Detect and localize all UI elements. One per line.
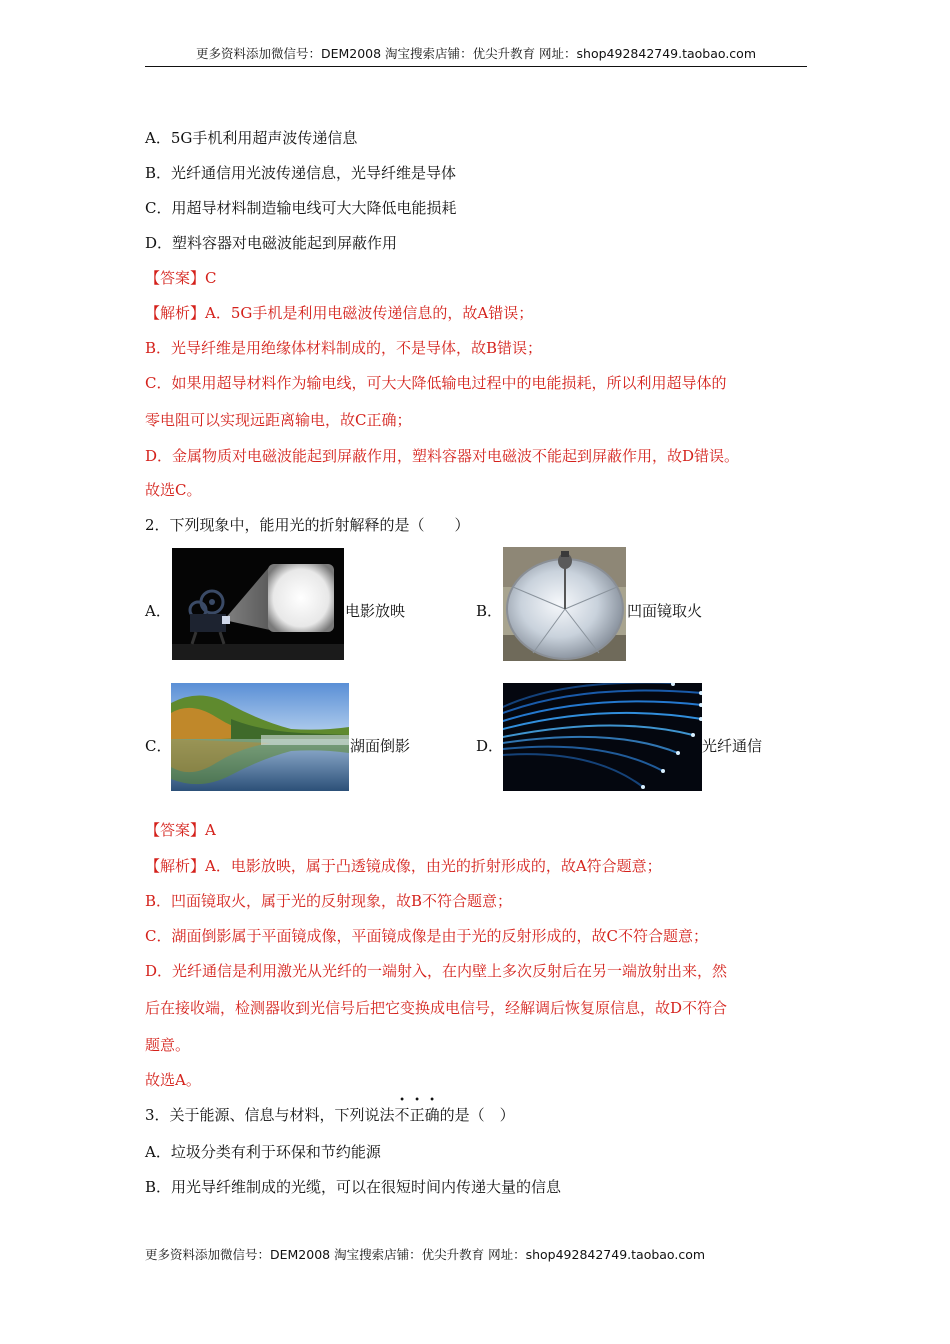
q1-answer: 【答案】C: [145, 269, 217, 287]
q3-option-b: B．用光导纤维制成的光缆，可以在很短时间内传递大量的信息: [145, 1178, 562, 1196]
q2-option-d-label: D．: [476, 737, 504, 755]
q1-analysis-line: 零电阻可以实现远距离输电，故C正确；: [145, 411, 412, 429]
q2-option-a-caption: 电影放映: [345, 602, 406, 620]
q1-analysis-line: 【解析】A．5G手机是利用电磁波传递信息的，故A错误；: [145, 304, 534, 322]
q3-stem-after: 的是（ ）: [439, 1106, 515, 1124]
movie-projector-image: [172, 548, 344, 660]
q1-option-c: C．用超导材料制造输电线可大大降低电能损耗: [145, 199, 457, 217]
q2-analysis-line: 题意。: [145, 1036, 191, 1054]
q1-analysis-line: D．金属物质对电磁波能起到屏蔽作用，塑料容器对电磁波不能起到屏蔽作用，故D错误。: [145, 447, 740, 465]
q2-analysis-line: 后在接收端，检测器收到光信号后把它变换成电信号，经解调后恢复原信息，故D不符合: [145, 999, 728, 1017]
q2-analysis-line: 【解析】A．电影放映，属于凸透镜成像，由光的折射形成的，故A符合题意；: [145, 857, 662, 875]
page-header: 更多资料添加微信号：DEM2008 淘宝搜索店铺：优尖升教育 网址：shop492842749.taobao.com: [145, 44, 807, 67]
q2-analysis-line: B．凹面镜取火，属于光的反射现象，故B不符合题意；: [145, 892, 513, 910]
q2-option-a-label: A．: [145, 602, 171, 620]
q2-analysis-line: D．光纤通信是利用激光从光纤的一端射入，在内壁上多次反射后在另一端放射出来，然: [145, 962, 728, 980]
q1-option-a: A．5G手机利用超声波传递信息: [145, 129, 358, 147]
q2-analysis-line: C．湖面倒影属于平面镜成像，平面镜成像是由于光的反射形成的，故C不符合题意；: [145, 927, 708, 945]
q3-emphasis-char: • 确: [424, 1095, 440, 1124]
concave-mirror-image: [503, 547, 626, 661]
q3-option-a: A．垃圾分类有利于环保和节约能源: [145, 1143, 381, 1161]
q1-analysis-line: C．如果用超导材料作为输电线，可大大降低输电过程中的电能损耗，所以利用超导体的: [145, 374, 727, 392]
q2-stem: 2．下列现象中，能用光的折射解释的是（ ）: [145, 516, 470, 534]
q2-option-d-caption: 光纤通信: [702, 737, 763, 755]
q2-answer: 【答案】A: [145, 821, 216, 839]
q2-option-b-label: B．: [476, 602, 503, 620]
page-footer: 更多资料添加微信号：DEM2008 淘宝搜索店铺：优尖升教育 网址：shop492842749.taobao.com: [145, 1247, 706, 1262]
q2-option-c-caption: 湖面倒影: [350, 737, 411, 755]
q1-option-b: B．光纤通信用光波传递信息，光导纤维是导体: [145, 164, 457, 182]
q3-stem: [145, 1095, 515, 1126]
q3-emphasis-char: • 正: [409, 1095, 425, 1124]
q1-option-d: D．塑料容器对电磁波能起到屏蔽作用: [145, 234, 398, 252]
q2-option-c-label: C．: [145, 737, 172, 755]
optical-fiber-image: [503, 683, 702, 791]
q1-analysis-line: B．光导纤维是用绝缘体材料制成的，不是导体，故B错误；: [145, 339, 543, 357]
q3-stem-before: 3．关于能源、信息与材料，下列说法: [145, 1106, 395, 1124]
q2-option-b-caption: 凹面镜取火: [627, 602, 703, 620]
q2-analysis-line: 故选A。: [145, 1071, 201, 1089]
q1-analysis-line: 故选C。: [145, 481, 202, 499]
lake-reflection-image: [171, 683, 349, 791]
q3-emphasis-char: • 不: [394, 1095, 410, 1124]
